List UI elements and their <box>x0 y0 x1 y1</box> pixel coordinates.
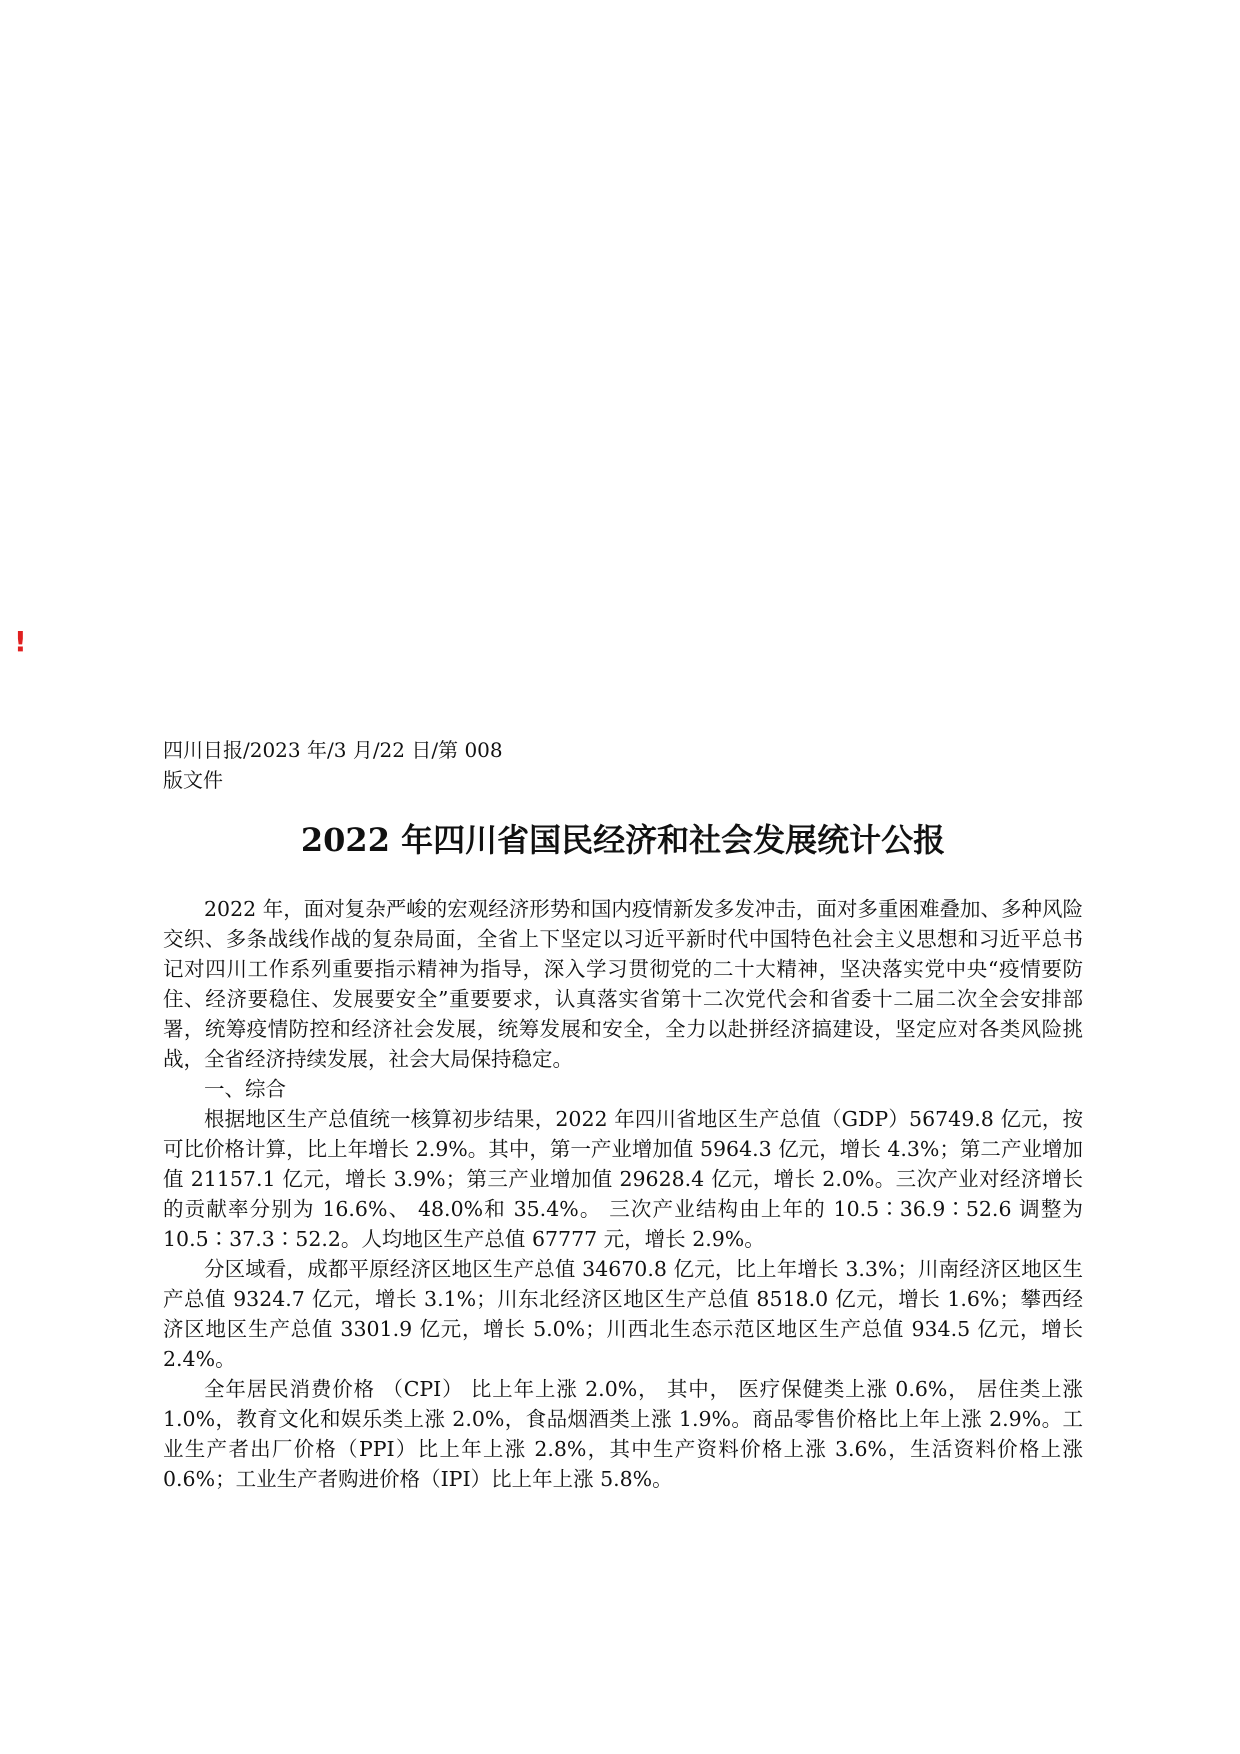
paragraph-regions: 分区域看，成都平原经济区地区生产总值 34670.8 亿元，比上年增长 3.3%；川南经济区地区生产总值 9324.7 亿元，增长 3.1%；川东北经济区地区生产总值 8518.0 亿元，增长 1.6%；攀西经济区地区生产总值 3301.9 亿元，增长 5.0%；川西北生态示范区地区生产总值 934.5 亿元，增长 2.4%。 <box>163 1257 1083 1371</box>
paragraph-gdp: 根据地区生产总值统一核算初步结果，2022 年四川省地区生产总值（GDP）56749.8 亿元，按可比价格计算，比上年增长 2.9%。其中，第一产业增加值 5964.3 亿元，增长 4.3%；第二产业增加值 21157.1 亿元，增长 3.9%；第三产业增加值 29628.4 亿元，增长 2.0%。三次产业对经济增长的贡献率分别为 16.6%、 48.0%和 35.4%。 三次产业结构由上年的 10.5∶36.9∶52.6 调整为 10.5∶37.3∶52.2。人均地区生产总值 67777 元，增长 2.9%。 <box>163 1107 1083 1251</box>
source-line <box>163 735 523 795</box>
document-body <box>163 894 1083 1494</box>
source-line-1: 四川日报/2023 年/3 月/22 日/第 008 <box>163 738 503 762</box>
document-title: 2022 年四川省国民经济和社会发展统计公报 <box>300 821 946 859</box>
section-heading-overview: 一、综合 <box>204 1077 286 1101</box>
paragraph-prices: 全年居民消费价格 （CPI） 比上年上涨 2.0%， 其中， 医疗保健类上涨 0.6%， 居住类上涨 1.0%，教育文化和娱乐类上涨 2.0%，食品烟酒类上涨 1.9%。商品零售价格比上年上涨 2.9%。工业生产者出厂价格（PPI）比上年上涨 2.8%，其中生产资料价格上涨 3.6%，生活资料价格上涨 0.6%；工业生产者购进价格（IPI）比上年上涨 5.8%。 <box>163 1377 1083 1491</box>
paragraph-intro: 2022 年，面对复杂严峻的宏观经济形势和国内疫情新发多发冲击，面对多重困难叠加、多种风险交织、多条战线作战的复杂局面，全省上下坚定以习近平新时代中国特色社会主义思想和习近平总书记对四川工作系列重要指示精神为指导，深入学习贯彻党的二十大精神，坚决落实党中央“疫情要防住、经济要稳住、发展要安全”重要要求，认真落实省第十二次党代会和省委十二届二次全会安排部署，统筹疫情防控和经济社会发展，统筹发展和安全，全力以赴拼经济搞建设，坚定应对各类风险挑战，全省经济持续发展，社会大局保持稳定。 <box>163 897 1083 1071</box>
source-line-2: 版文件 <box>163 768 223 792</box>
exclamation-mark: ! <box>14 625 27 658</box>
